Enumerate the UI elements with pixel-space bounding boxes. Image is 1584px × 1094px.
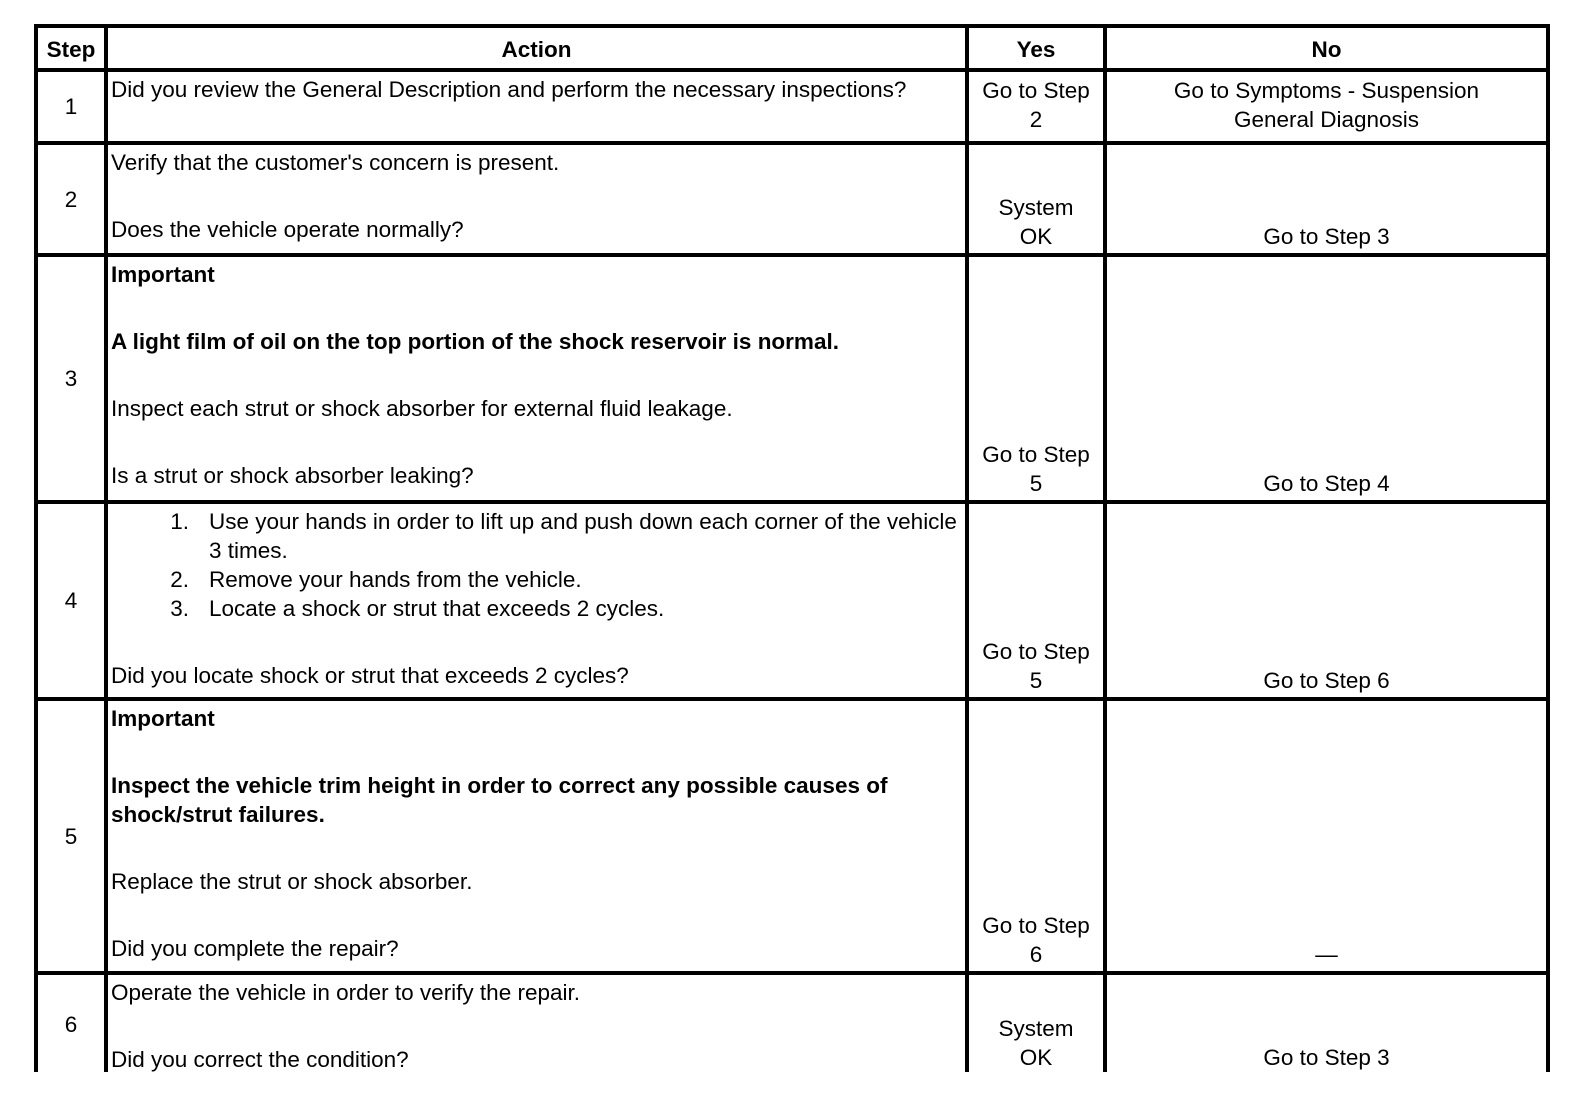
- yes-line: 2: [1029, 107, 1043, 132]
- action-text: Did you review the General Description and perform the necessary inspections?: [111, 77, 907, 102]
- important-label: Important: [111, 262, 215, 287]
- no-cell: [1107, 975, 1546, 1074]
- no-line: Go to Step 3: [1263, 224, 1390, 249]
- step-number: 5: [38, 701, 104, 971]
- list-item: [111, 507, 961, 565]
- list-item-number: 1.: [170, 509, 189, 534]
- action-cell: [108, 257, 965, 500]
- no-line: Go to Step 3: [1263, 1045, 1390, 1070]
- step-number: 4: [38, 504, 104, 697]
- step-number: 2: [38, 145, 104, 253]
- no-line: Go to Step 4: [1263, 471, 1390, 496]
- yes-cell: [969, 257, 1103, 500]
- yes-line: Go to Step: [982, 913, 1090, 938]
- yes-line: 6: [1029, 942, 1043, 967]
- list-item-text: Remove your hands from the vehicle.: [209, 567, 582, 592]
- step-number: 6: [38, 975, 104, 1074]
- yes-line: OK: [1019, 224, 1053, 249]
- yes-line: 5: [1029, 471, 1043, 496]
- no-cell: [1107, 145, 1546, 253]
- yes-line: Go to Step: [982, 442, 1090, 467]
- step-number: 3: [38, 257, 104, 500]
- yes-line: Go to Step: [982, 78, 1090, 103]
- no-cell: [1107, 257, 1546, 500]
- action-question: Did you complete the repair?: [111, 936, 399, 961]
- action-instruction: Inspect each strut or shock absorber for external fluid leakage.: [111, 396, 733, 421]
- header-yes: Yes: [969, 28, 1103, 68]
- action-instruction: Replace the strut or shock absorber.: [111, 869, 473, 894]
- action-cell: [108, 145, 965, 253]
- diagnostic-table: [34, 24, 1550, 1072]
- yes-cell: [969, 145, 1103, 253]
- action-question: Did you correct the condition?: [111, 1047, 409, 1072]
- no-cell: [1107, 72, 1546, 141]
- yes-cell: [969, 975, 1103, 1074]
- yes-cell: [969, 72, 1103, 141]
- yes-cell: [969, 504, 1103, 697]
- action-cell: [108, 504, 965, 697]
- action-cell: [108, 975, 965, 1074]
- procedure-list: [111, 507, 961, 623]
- action-question: Is a strut or shock absorber leaking?: [111, 463, 474, 488]
- no-line: General Diagnosis: [1233, 107, 1420, 132]
- action-cell: [108, 701, 965, 971]
- yes-line: 5: [1029, 668, 1043, 693]
- yes-line: Go to Step: [982, 639, 1090, 664]
- no-cell: [1107, 701, 1546, 971]
- no-line: Go to Symptoms - Suspension: [1173, 78, 1480, 103]
- list-item-number: 3.: [170, 596, 189, 621]
- list-item-number: 2.: [170, 567, 189, 592]
- no-cell: [1107, 504, 1546, 697]
- header-no: No: [1107, 28, 1546, 68]
- no-line: Go to Step 6: [1263, 668, 1390, 693]
- no-line: —: [1315, 942, 1338, 967]
- yes-line: System: [998, 195, 1074, 220]
- list-item: [111, 565, 961, 594]
- yes-cell: [969, 701, 1103, 971]
- list-item-text: Use your hands in order to lift up and push down each corner of the vehicle 3 times.: [209, 509, 957, 563]
- header-step: Step: [38, 28, 104, 68]
- yes-line: System: [998, 1016, 1074, 1041]
- important-label: Important: [111, 706, 215, 731]
- header-action: Action: [108, 28, 965, 68]
- list-item-text: Locate a shock or strut that exceeds 2 cycles.: [209, 596, 665, 621]
- action-instruction: Operate the vehicle in order to verify the repair.: [111, 980, 580, 1005]
- step-number: 1: [38, 72, 104, 141]
- action-question: Does the vehicle operate normally?: [111, 217, 464, 242]
- action-cell: [108, 72, 965, 141]
- important-text: A light film of oil on the top portion of the shock reservoir is normal.: [111, 329, 839, 354]
- action-question: Did you locate shock or strut that exceeds 2 cycles?: [111, 663, 629, 688]
- important-text: Inspect the vehicle trim height in order to correct any possible causes of shock/strut failures.: [111, 773, 888, 827]
- yes-line: OK: [1019, 1045, 1053, 1070]
- list-item: [111, 594, 961, 623]
- action-instruction: Verify that the customer's concern is present.: [111, 150, 560, 175]
